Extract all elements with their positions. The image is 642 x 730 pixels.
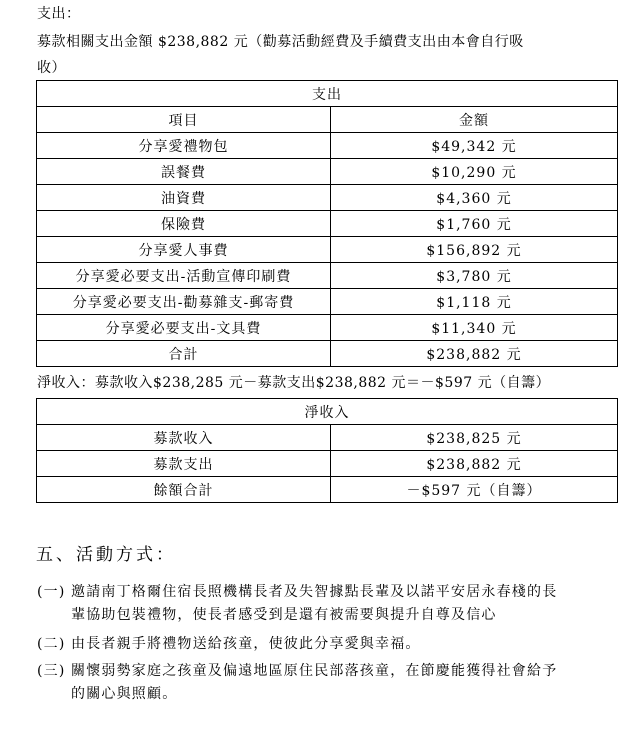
method-text: 關懷弱勢家庭之孩童及偏遠地區原住民部落孩童，在節慶能獲得社會給予 [71,663,558,679]
total-label: 合計 [37,341,331,367]
row-item: 分享愛必要支出-文具費 [37,315,331,341]
expense-table [36,80,618,367]
table-row [37,477,618,503]
method-item [37,633,421,656]
table-row [37,159,618,185]
total-row [37,341,618,367]
table-row [37,133,618,159]
table-row [37,425,618,451]
row-item: 分享愛人事費 [37,237,331,263]
method-item [37,660,557,706]
section-title: 五、活動方式： [36,545,176,565]
row-item: 誤餐費 [37,159,331,185]
table-row [37,289,618,315]
method-text-continued: 輩協助包裝禮物，使長者感受到是還有被需要與提升自尊及信心 [71,607,497,623]
row-amount: $11,340 元 [331,315,618,341]
net-income-line: 淨收入：募款收入$238,285 元－募款支出$238,882 元＝－$597 元（自籌） [37,375,551,391]
table-row [37,315,618,341]
expense-table-title: 支出 [37,81,618,107]
table-row [37,451,618,477]
row-amount: $238,825 元 [331,425,618,451]
row-amount: $1,760 元 [331,211,618,237]
row-amount: $3,780 元 [331,263,618,289]
column-header-item: 項目 [37,107,331,133]
row-amount: －$597 元（自籌） [331,477,618,503]
row-item: 分享愛必要支出-勸募雜支-郵寄費 [37,289,331,315]
method-label: (一) [37,584,66,600]
table-row [37,211,618,237]
net-income-table-title: 淨收入 [37,399,618,425]
method-text-continued: 的關心與照顧。 [71,686,178,702]
row-item: 分享愛禮物包 [37,133,331,159]
expense-heading: 支出： [37,6,81,22]
method-text: 邀請南丁格爾住宿長照機構長者及失智據點長輩及以諾平安居永春棧的長 [71,584,558,600]
row-amount: $4,360 元 [331,185,618,211]
table-row [37,263,618,289]
method-text: 由長者親手將禮物送給孩童，使彼此分享愛與幸福。 [71,636,421,652]
row-item: 募款收入 [37,425,331,451]
row-amount: $238,882 元 [331,451,618,477]
row-item: 餘額合計 [37,477,331,503]
row-amount: $10,290 元 [331,159,618,185]
row-amount: $156,892 元 [331,237,618,263]
method-label: (二) [37,636,66,652]
row-amount: $1,118 元 [331,289,618,315]
row-item: 油資費 [37,185,331,211]
expense-table-header [37,107,618,133]
total-amount: $238,882 元 [331,341,618,367]
row-item: 分享愛必要支出-活動宣傳印刷費 [37,263,331,289]
expense-summary-line-2: 收） [37,60,66,76]
method-label: (三) [37,663,66,679]
row-item: 募款支出 [37,451,331,477]
table-row [37,185,618,211]
expense-summary-line-1: 募款相關支出金額 $238,882 元（勸募活動經費及手續費支出由本會自行吸 [37,34,524,50]
row-item: 保險費 [37,211,331,237]
column-header-amount: 金額 [331,107,618,133]
row-amount: $49,342 元 [331,133,618,159]
net-income-table [36,398,618,503]
method-item [37,581,557,627]
table-row [37,237,618,263]
